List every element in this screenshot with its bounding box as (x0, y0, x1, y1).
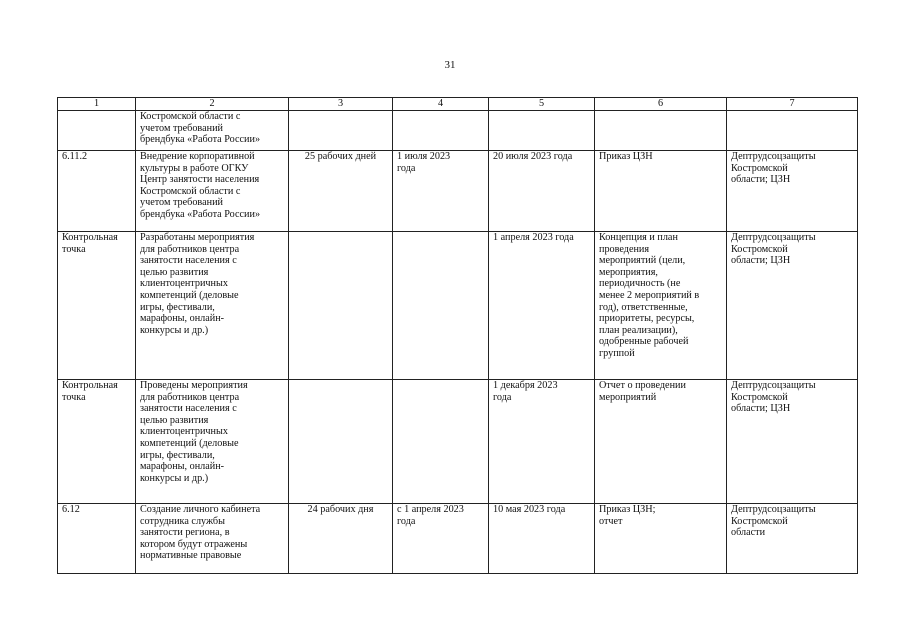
table-cell: Внедрение корпоративной культуры в работе ОГКУ Центр занятости населения Костромской области с учетом требований брендбука «Работа России» (136, 151, 289, 232)
table-cell (289, 380, 393, 504)
table-cell: Отчет о проведении мероприятий (595, 380, 727, 504)
table-cell: Контрольная точка (58, 380, 136, 504)
column-header: 1 (58, 98, 136, 111)
column-header: 2 (136, 98, 289, 111)
table-cell: 1 апреля 2023 года (489, 232, 595, 380)
column-header: 3 (289, 98, 393, 111)
table-cell: Разработаны мероприятия для работников центра занятости населения с целью развития клиентоцентричных компетенций (деловые игры, фестивали, марафоны, онлайн- конкурсы и др.) (136, 232, 289, 380)
table-cell (393, 111, 489, 151)
table-cell: Концепция и план проведения мероприятий (цели, мероприятия, периодичность (не менее 2 мероприятий в год), ответственные, приоритеты, ресурсы, план реализации), одобренные рабочей группой (595, 232, 727, 380)
table-cell: Проведены мероприятия для работников центра занятости населения с целью развития клиентоцентричных компетенций (деловые игры, фестивали, марафоны, онлайн- конкурсы и др.) (136, 380, 289, 504)
column-header: 4 (393, 98, 489, 111)
table-row (58, 151, 858, 232)
table-cell (393, 380, 489, 504)
table-row (58, 380, 858, 504)
table-cell: Контрольная точка (58, 232, 136, 380)
table-cell: 1 декабря 2023 года (489, 380, 595, 504)
table-cell: 20 июля 2023 года (489, 151, 595, 232)
table-cell: Дептрудсоцзащиты Костромской области (727, 504, 858, 574)
table-cell: 10 мая 2023 года (489, 504, 595, 574)
table-cell: 6.12 (58, 504, 136, 574)
table-cell: Дептрудсоцзащиты Костромской области; ЦЗН (727, 380, 858, 504)
column-header: 6 (595, 98, 727, 111)
page-number: 31 (444, 59, 456, 71)
table-cell (595, 111, 727, 151)
table-cell: Приказ ЦЗН (595, 151, 727, 232)
table-cell: 24 рабочих дня (289, 504, 393, 574)
table-row (58, 232, 858, 380)
table-cell: Дептрудсоцзащиты Костромской области; ЦЗН (727, 232, 858, 380)
table-cell (727, 111, 858, 151)
table-cell: Приказ ЦЗН; отчет (595, 504, 727, 574)
column-header: 7 (727, 98, 858, 111)
table-cell (289, 232, 393, 380)
column-header: 5 (489, 98, 595, 111)
document-table (57, 97, 858, 574)
table-cell: 25 рабочих дней (289, 151, 393, 232)
table-cell: 6.11.2 (58, 151, 136, 232)
table-cell (393, 232, 489, 380)
table-cell: Создание личного кабинета сотрудника службы занятости региона, в котором будут отражены нормативные правовые (136, 504, 289, 574)
table-cell (289, 111, 393, 151)
table-cell: с 1 апреля 2023 года (393, 504, 489, 574)
table-cell (58, 111, 136, 151)
table-cell: Костромской области с учетом требований брендбука «Работа России» (136, 111, 289, 151)
table-header-row (58, 98, 858, 111)
table-cell: 1 июля 2023 года (393, 151, 489, 232)
table-row (58, 111, 858, 151)
table-row (58, 504, 858, 574)
table-cell: Дептрудсоцзащиты Костромской области; ЦЗН (727, 151, 858, 232)
table-cell (489, 111, 595, 151)
